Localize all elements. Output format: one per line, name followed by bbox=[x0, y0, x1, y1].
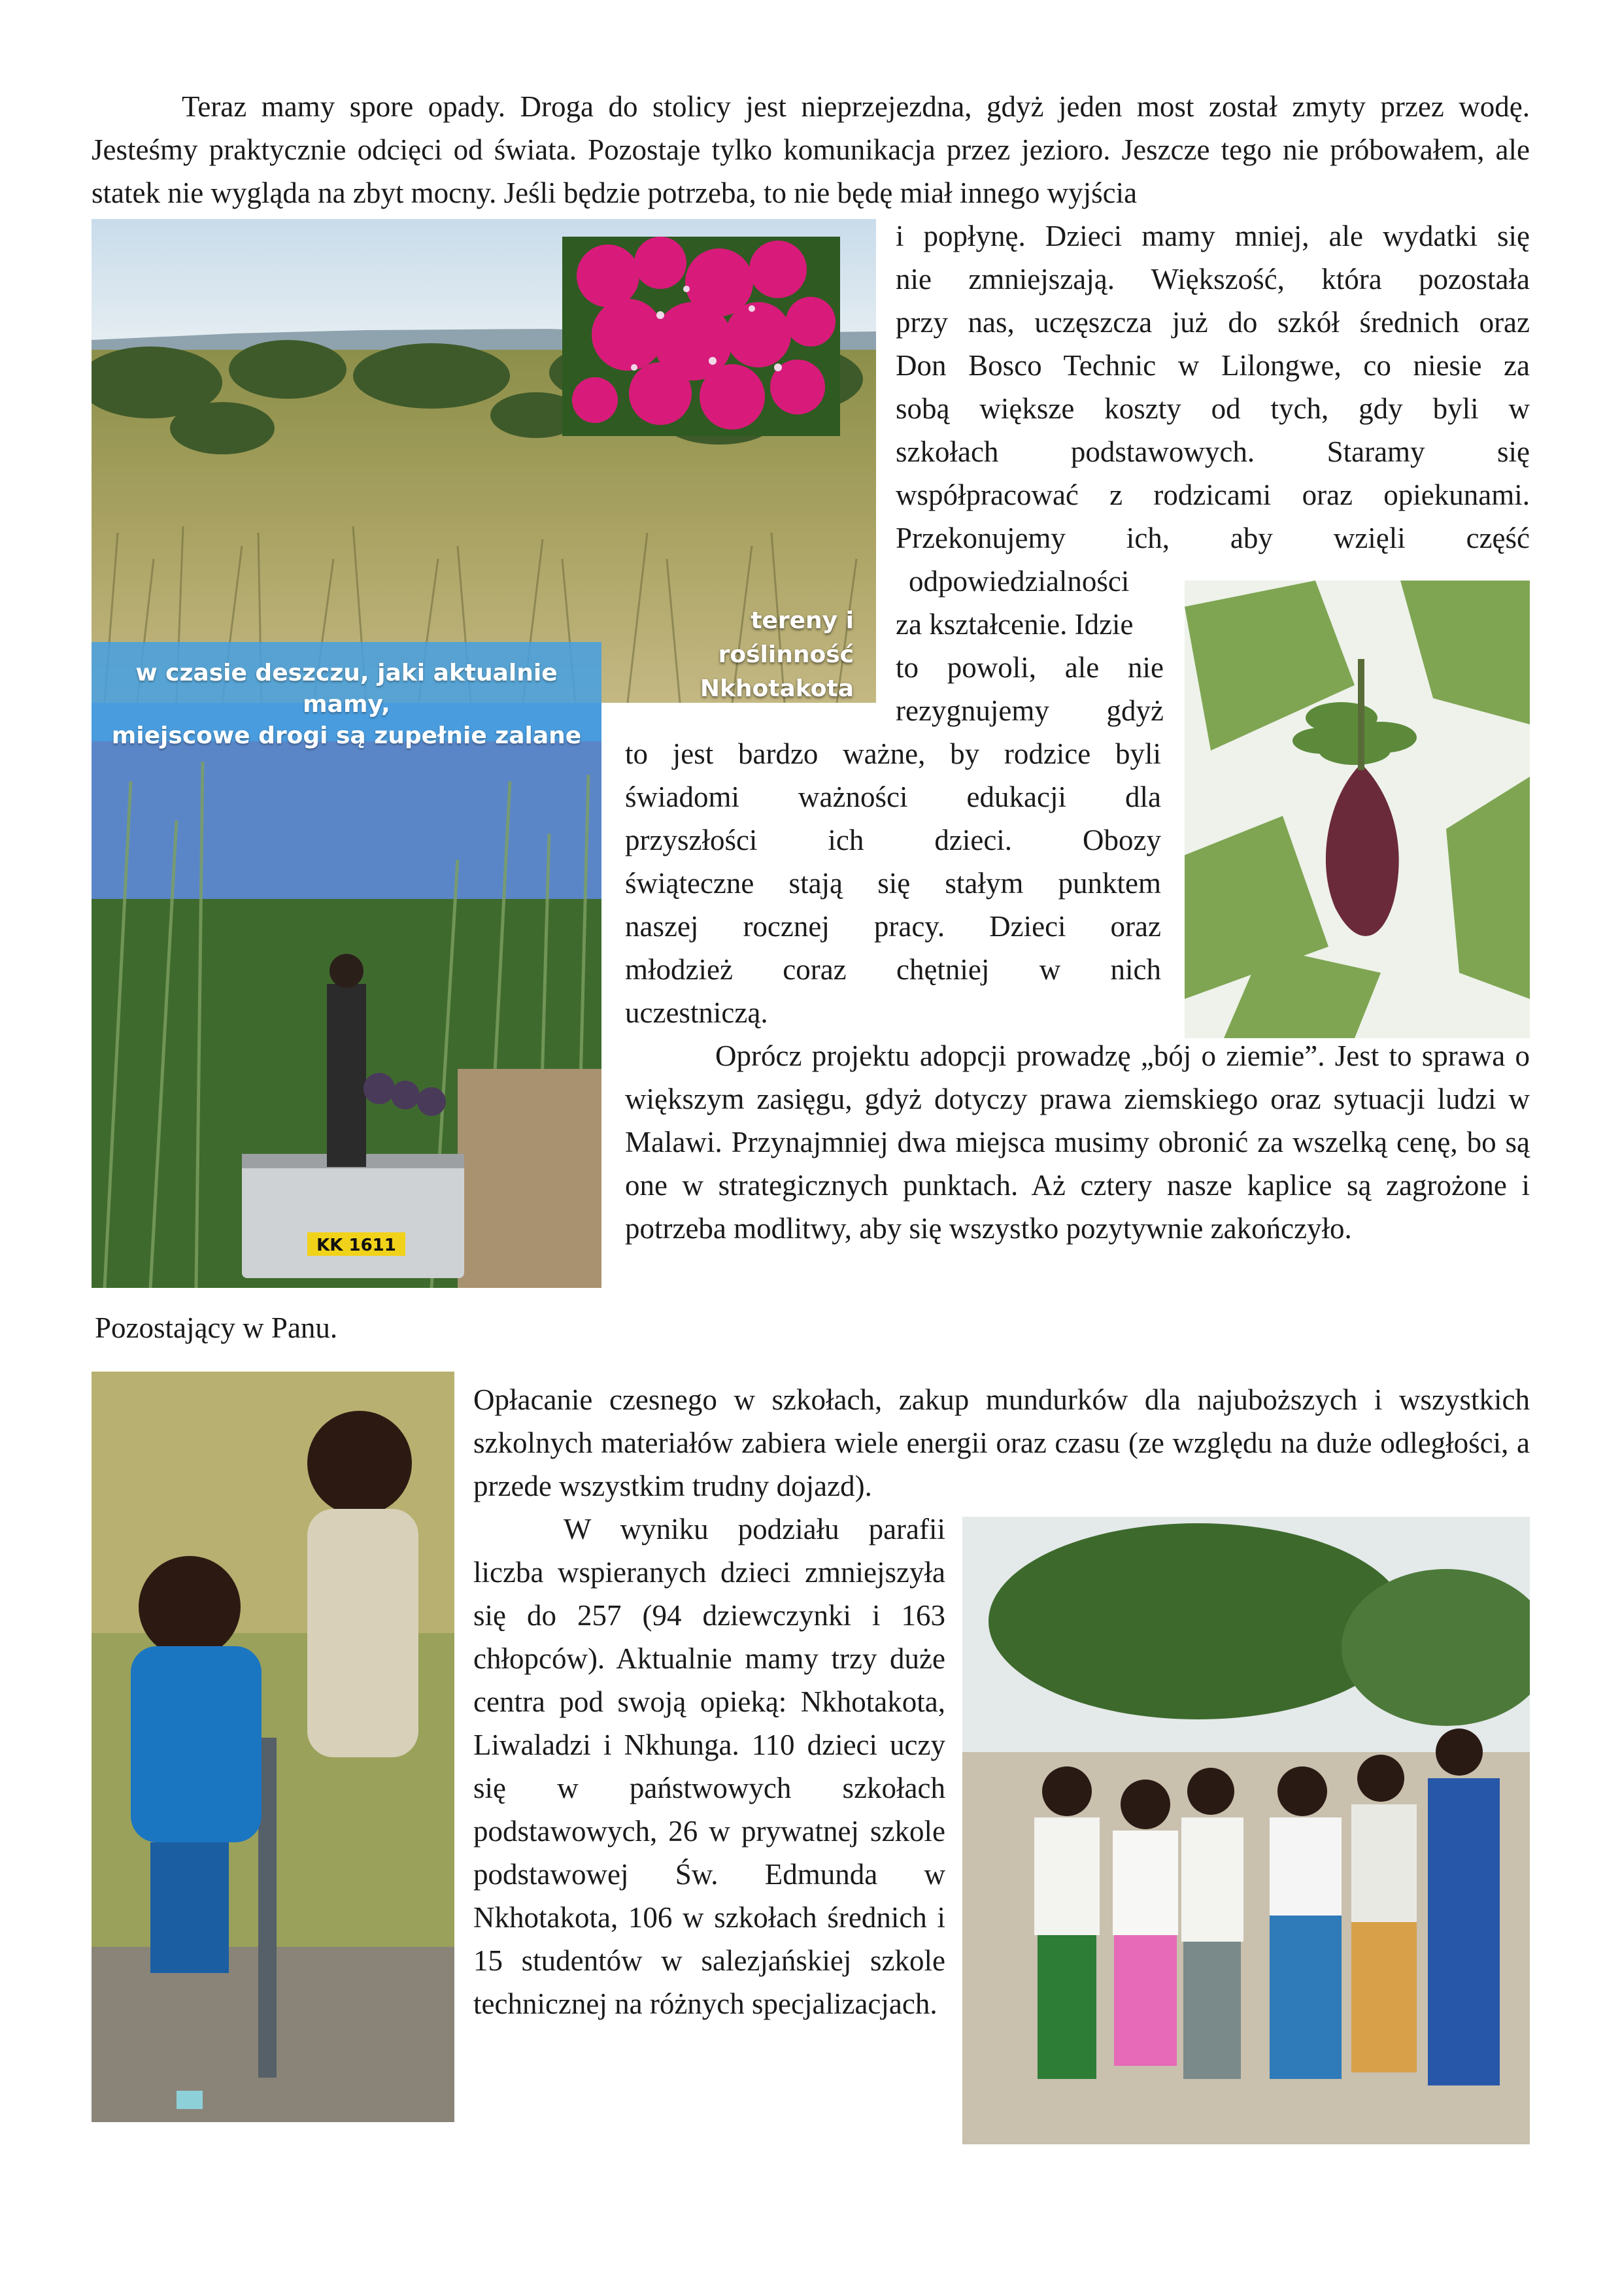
truck-photo-art bbox=[92, 703, 601, 1288]
terrain-caption bbox=[609, 604, 866, 701]
mid-line: przyszłości ich dzieci. Obozy bbox=[625, 824, 1161, 856]
flood-caption-line-1: w czasie deszczu, jaki aktualnie mamy, bbox=[135, 660, 558, 718]
flower-photo-art bbox=[562, 237, 840, 436]
wrap-line: szkołach podstawowych. Staramy się bbox=[896, 435, 1530, 468]
wrap-line: sobą większe koszty od tych, gdy byli w bbox=[896, 392, 1530, 425]
banana-photo-art bbox=[1185, 581, 1530, 1038]
license-plate: KK 1611 bbox=[316, 1236, 396, 1255]
children-group-photo bbox=[962, 1517, 1530, 2144]
wrap-line: za kształcenie. Idzie bbox=[896, 608, 1134, 641]
intro-paragraph bbox=[92, 85, 1530, 214]
wrap-column-narrow bbox=[896, 560, 1164, 732]
remaining-caption: Pozostający w Panu. bbox=[95, 1311, 338, 1344]
wrap-line: nie zmniejszają. Większość, która pozostała bbox=[896, 263, 1530, 295]
wrap-line: to powoli, ale nie bbox=[896, 651, 1164, 684]
wrap-line: Przekonujemy ich, aby wzięli część bbox=[896, 522, 1530, 554]
intro-paragraph-text: Teraz mamy spore opady. Droga do stolicy jest nieprzejezdna, gdyż jeden most został zmyty przez wodę. Jesteśmy praktycznie odcięci od świata. Pozostaje tylko komunikacja przez jezioro. Jeszcze tego nie próbowałem, ale statek nie wygląda na zbyt mocny. Jeśli będzie potrzeba, to nie będę miał innego wyjścia bbox=[92, 90, 1530, 209]
land-paragraph bbox=[625, 1034, 1530, 1250]
wrap-line: współpracować z rodzicami oraz opiekunami. bbox=[896, 479, 1530, 511]
wrap-line: przy nas, uczęszcza już do szkół średnich oraz bbox=[896, 306, 1530, 339]
mid-line: młodzież coraz chętniej w nich bbox=[625, 953, 1161, 986]
stats-paragraph bbox=[473, 1508, 945, 2025]
mid-line: świadomi ważności edukacji dla bbox=[625, 781, 1161, 813]
fees-paragraph: Opłacanie czesnego w szkołach, zakup mundurków dla najuboższych i wszystkich szkolnych materiałów zabiera wiele energii oraz czasu (ze względu na duże odległości, a przede wszystkim trudny dojazd). bbox=[473, 1383, 1530, 1502]
wrap-line: Don Bosco Technic w Lilongwe, co niesie za bbox=[896, 349, 1530, 382]
mid-line: naszej rocznej pracy. Dzieci oraz bbox=[625, 910, 1161, 943]
truck-photo bbox=[92, 703, 601, 1288]
flood-caption-line-2: miejscowe drogi są zupełnie zalane bbox=[111, 722, 582, 749]
wrap-line: rezygnujemy gdyż bbox=[896, 694, 1164, 727]
mid-line: to jest bardzo ważne, by rodzice byli bbox=[625, 737, 1161, 770]
wrap-line: odpowiedzialności bbox=[909, 565, 1130, 598]
wrap-line: i popłynę. Dzieci mamy mniej, ale wydatki się bbox=[896, 220, 1530, 252]
mid-line: uczestniczą. bbox=[625, 996, 768, 1029]
pump-photo bbox=[92, 1372, 454, 2122]
flower-photo bbox=[562, 237, 840, 436]
terrain-caption-line-1: tereny i roślinność bbox=[718, 607, 854, 668]
mid-column bbox=[625, 732, 1161, 1034]
children-group-photo-art bbox=[962, 1517, 1530, 2144]
pump-photo-art bbox=[92, 1372, 454, 2122]
stats-paragraph-text: W wyniku podziału parafii liczba wspieranych dzieci zmniejszyła się do 257 (94 dziewczynki i 163 chłopców). Aktualnie mamy trzy duże centra pod swoją opieką: Nkhotakota, Liwaladzi i Nkhunga. 110 dzieci uczy się w państwowych szkołach podstawowych, 26 w prywatnej szkole podstawowej Św. Edmunda w Nkhotakota, 106 w szkołach średnich i 15 studentów w salezjańskiej szkole technicznej na różnych specjalizacjach. bbox=[473, 1513, 945, 2020]
flood-caption bbox=[92, 642, 601, 749]
land-paragraph-text: Oprócz projektu adopcji prowadzę „bój o ziemie”. Jest to sprawa o większym zasięgu, gdyż dotyczy prawa ziemskiego oraz sytuacji ludzi w Malawi. Przynajmniej dwa miejsca musimy obronić za wszelką cenę, bo są one w strategicznych punktach. Aż cztery nasze kaplice są zagrożone i potrzeba modlitwy, aby się wszystko pozytywnie zakończyło. bbox=[625, 1039, 1530, 1245]
mid-line: świąteczne stają się stałym punktem bbox=[625, 867, 1161, 900]
wrap-column-upper bbox=[896, 214, 1530, 560]
terrain-caption-line-2: Nkhotakota bbox=[700, 675, 854, 702]
banana-photo bbox=[1185, 581, 1530, 1038]
